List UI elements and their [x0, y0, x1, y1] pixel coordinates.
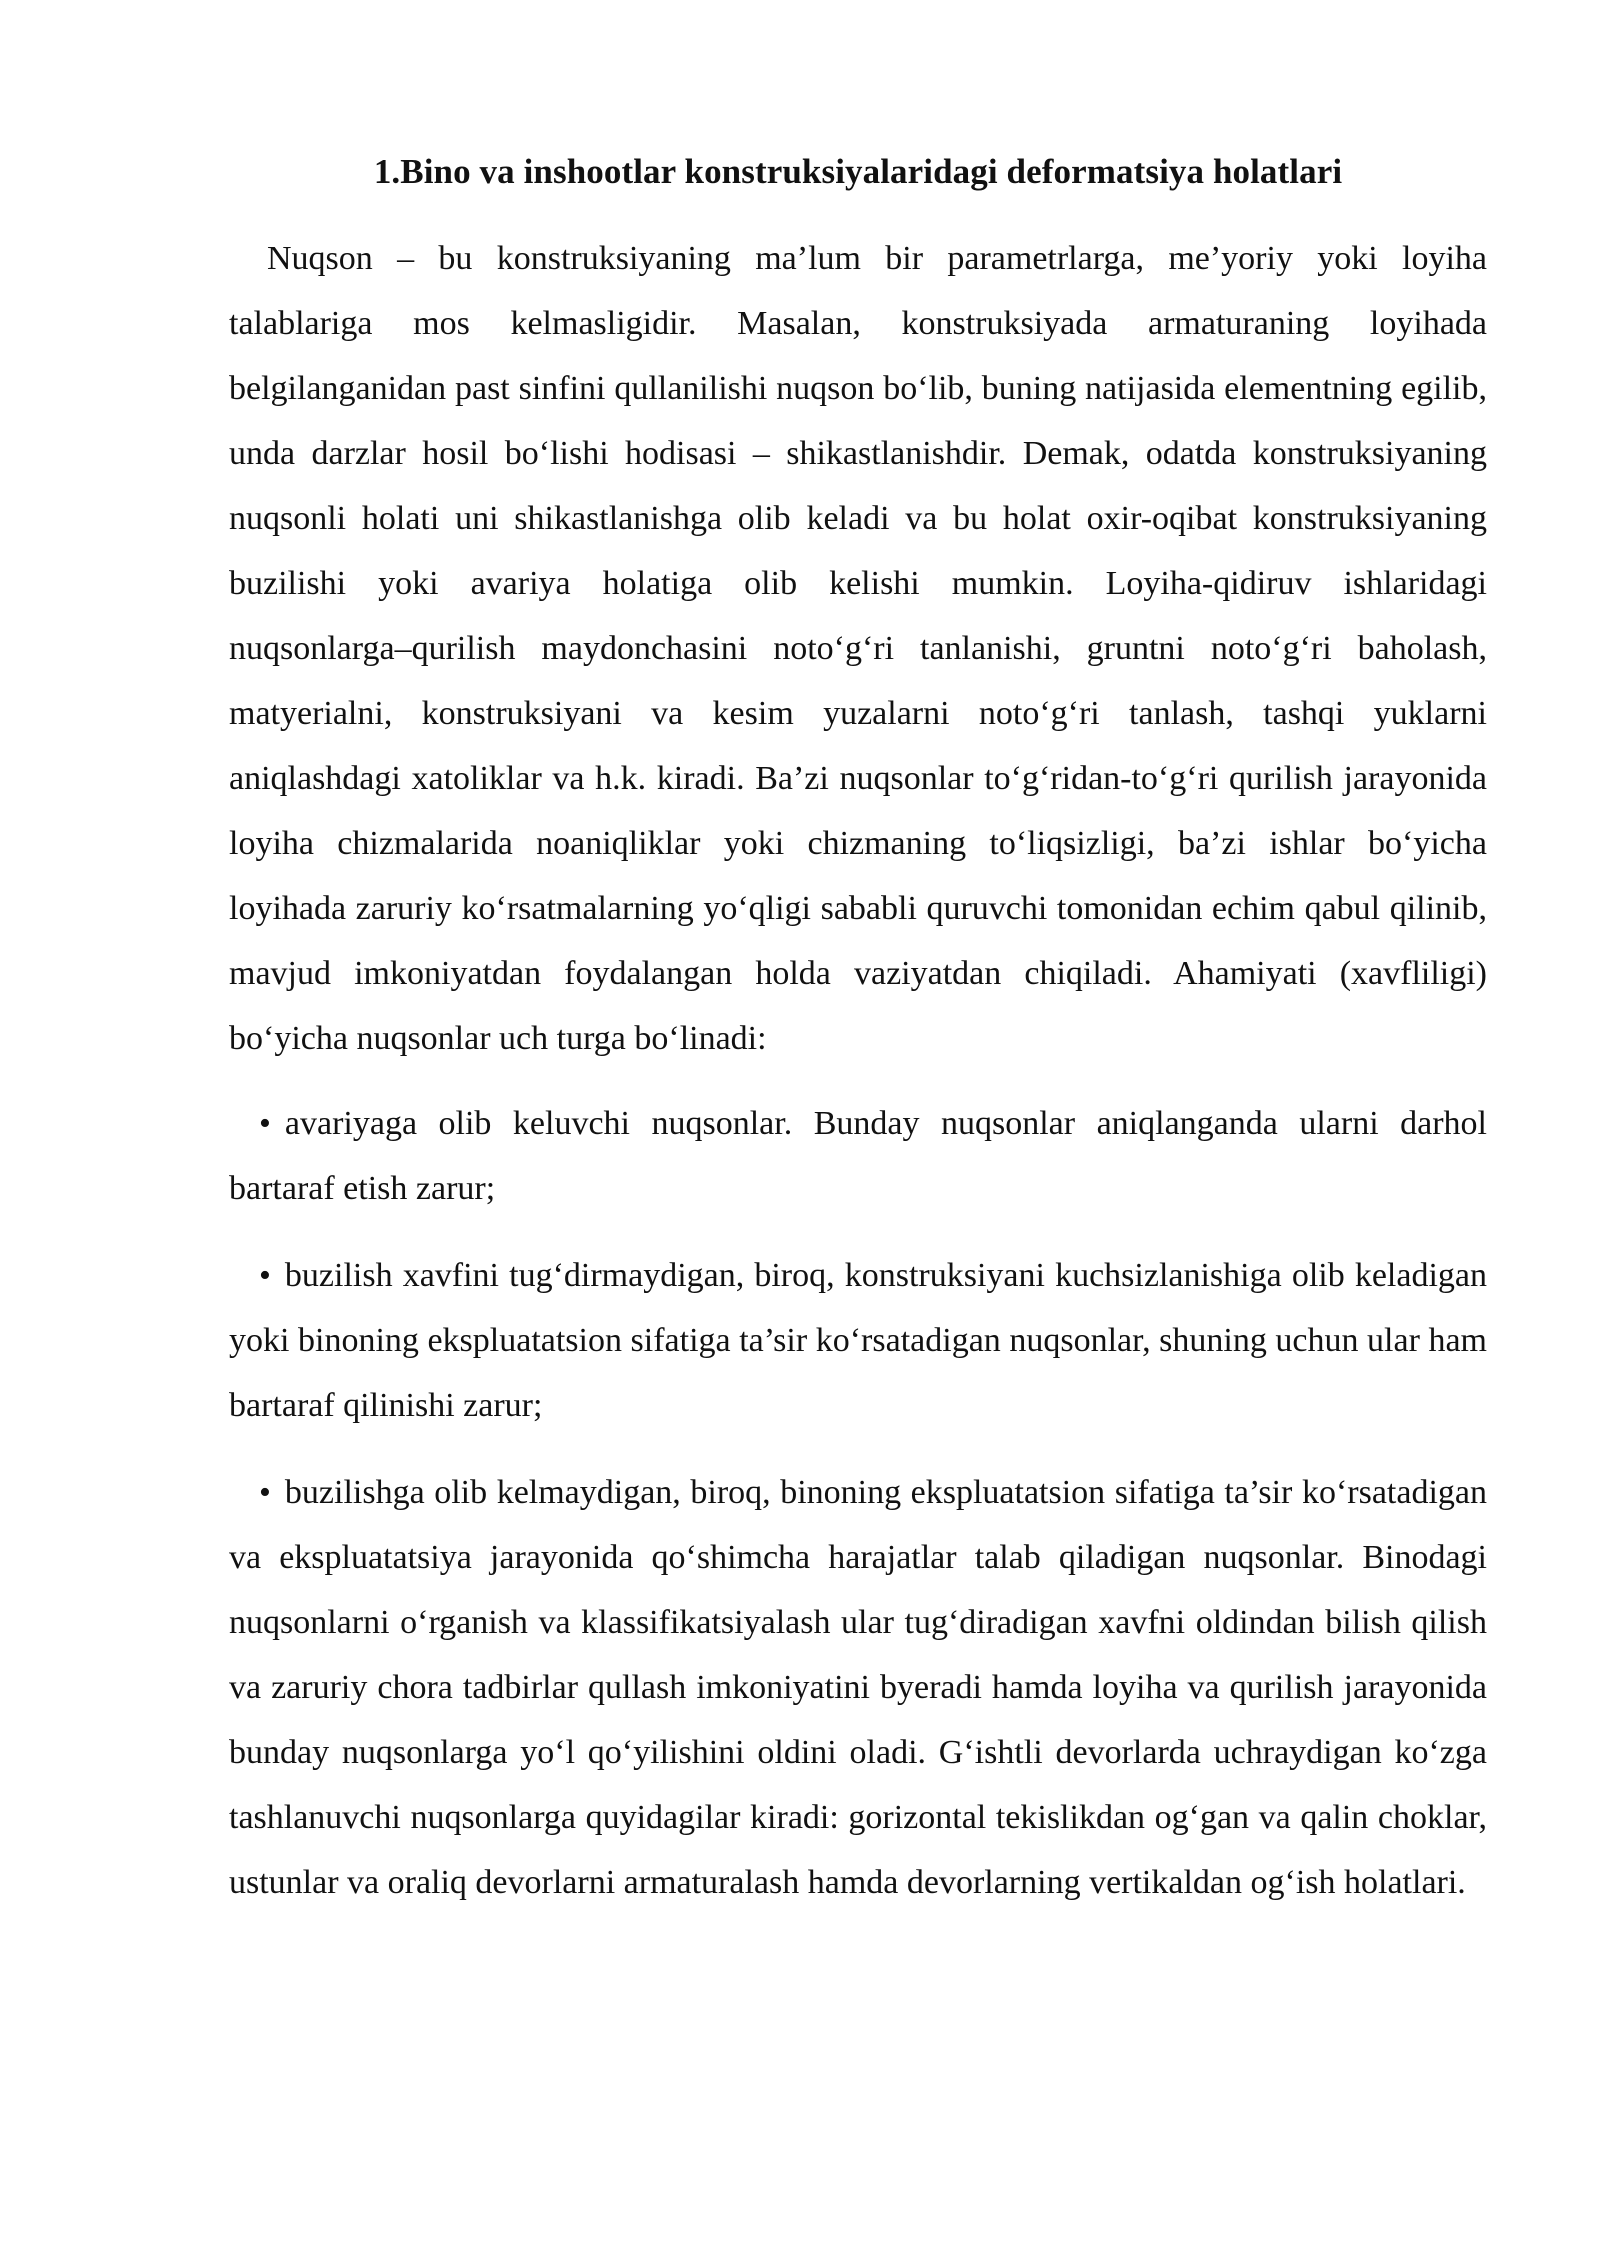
bullet-text: avariyaga olib keluvchi nuqsonlar. Bunday nuqsonlar aniqlanganda ularni darhol bartaraf etish zarur;: [229, 1105, 1487, 1207]
bullet-text: buzilish xavfini tug‘dirmaydigan, biroq, konstruksiyani kuchsizlanishiga olib keladigan yoki binoning ekspluatatsion sifatiga ta’sir ko‘rsatadigan nuqsonlar, shuning uchun ular ham bartaraf qilinishi zarur;: [229, 1257, 1487, 1424]
bullet-item: [229, 1243, 1487, 1438]
bullet-item: [229, 1091, 1487, 1221]
intro-paragraph: Nuqson – bu konstruksiyaning ma’lum bir parametrlarga, me’yoriy yoki loyiha talablariga mos kelmasligidir. Masalan, konstruksiyada armaturaning loyihada belgilanganidan past sinfini qullanilishi nuqson bo‘lib, buning natijasida elementning egilib, unda darzlar hosil bo‘lishi hodisasi – shikastlanishdir. Demak, odatda konstruksiyaning nuqsonli holati uni shikastlanishga olib keladi va bu holat oxir-oqibat konstruksiyaning buzilishi yoki avariya holatiga olib kelishi mumkin. Loyiha-qidiruv ishlaridagi nuqsonlarga–qurilish maydonchasini noto‘g‘ri tanlanishi, gruntni noto‘g‘ri baholash, matyerialni, konstruksiyani va kesim yuzalarni noto‘g‘ri tanlash, tashqi yuklarni aniqlashdagi xatoliklar va h.k. kiradi. Ba’zi nuqsonlar to‘g‘ridan-to‘g‘ri qurilish jarayonida loyiha chizmalarida noaniqliklar yoki chizmaning to‘liqsizligi, ba’zi ishlar bo‘yicha loyihada zaruriy ko‘rsatmalarning yo‘qligi sababli quruvchi tomonidan echim qabul qilinib, mavjud imkoniyatdan foydalangan holda vaziyatdan chiqiladi. Ahamiyati (xavfliligi) bo‘yicha nuqsonlar uch turga bo‘linadi:: [229, 240, 1487, 1057]
document-body: [229, 148, 1487, 1915]
document-title: 1.Bino va inshootlar konstruksiyalaridagi deformatsiya holatlari: [373, 152, 1343, 191]
bullet-text: buzilishga olib kelmaydigan, biroq, binoning ekspluatatsion sifatiga ta’sir ko‘rsatadigan va ekspluatatsiya jarayonida qo‘shimcha harajatlar talab qiladigan nuqsonlar. Binodagi nuqsonlarni o‘rganish va klassifikatsiyalash ular tug‘diradigan xavfni oldindan bilish qilish va zaruriy chora tadbirlar qullash imkoniyatini byeradi hamda loyiha va qurilish jarayonida bunday nuqsonlarga yo‘l qo‘yilishini oldini oladi. G‘ishtli devorlarda uchraydigan ko‘zga tashlanuvchi nuqsonlarga quyidagilar kiradi: gorizontal tekislikdan og‘gan va qalin choklar, ustunlar va oraliq devorlarni armaturalash hamda devorlarning vertikaldan og‘ish holatlari.: [229, 1474, 1487, 1901]
bullet-icon: •: [259, 1105, 271, 1142]
bullet-item: [229, 1460, 1487, 1915]
bullet-icon: •: [259, 1257, 271, 1294]
bullet-icon: •: [259, 1474, 271, 1511]
